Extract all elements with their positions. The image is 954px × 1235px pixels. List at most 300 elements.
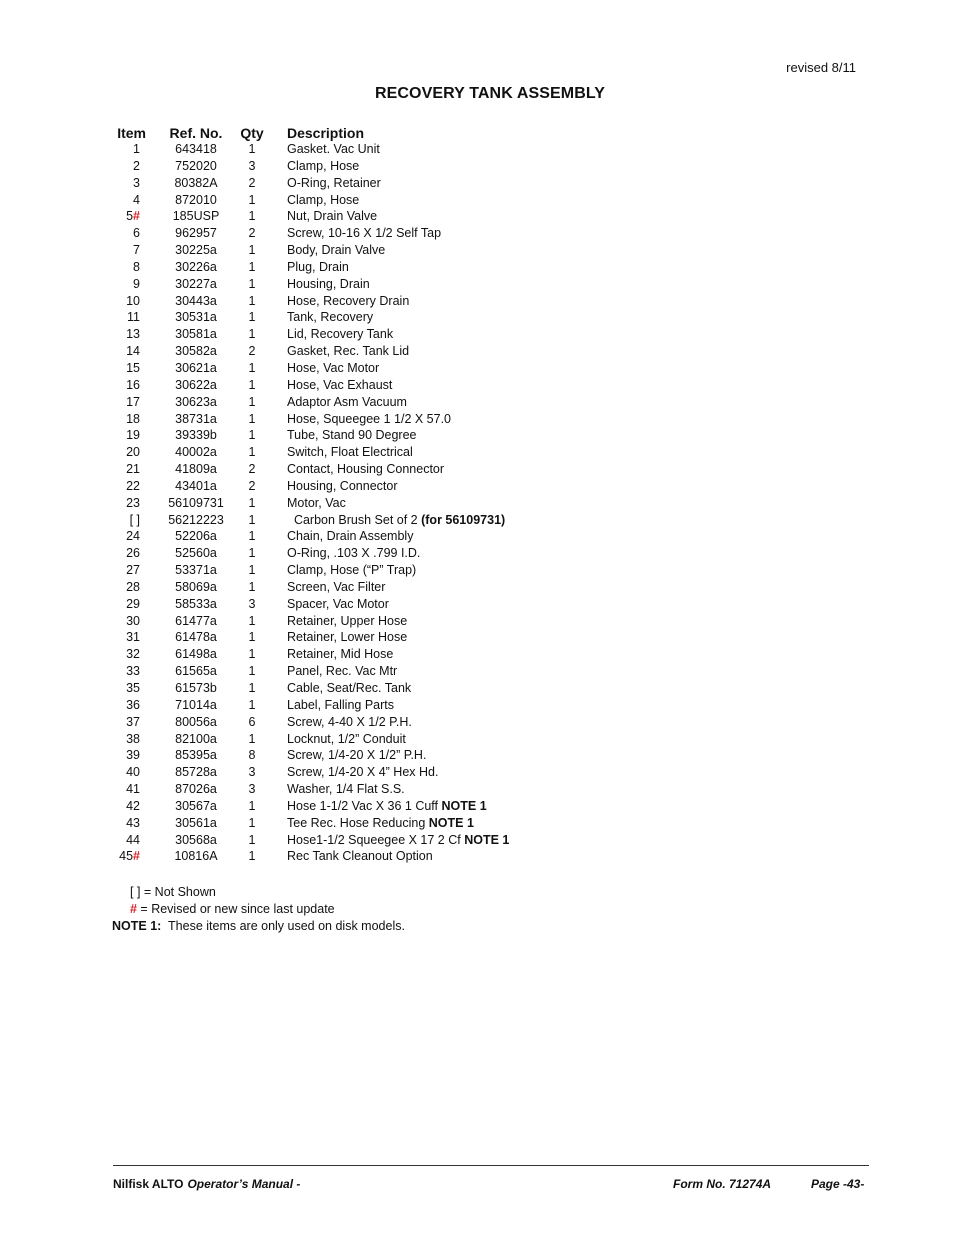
- description: [287, 579, 385, 596]
- item-number: [110, 747, 140, 764]
- description: [287, 242, 385, 259]
- description-text: Washer, 1/4 Flat S.S.: [287, 782, 405, 797]
- description: [287, 411, 451, 428]
- legend: [110, 884, 403, 935]
- ref-number: 185USP: [172, 209, 220, 224]
- revised-mark: #: [133, 849, 140, 864]
- item-number-text: 31: [126, 630, 140, 645]
- quantity: 1: [248, 142, 256, 156]
- quantity: 1: [248, 529, 256, 544]
- item-number: [110, 242, 140, 259]
- ref-number: 61565a: [175, 664, 217, 679]
- table-row: [110, 192, 570, 209]
- quantity: 1: [248, 293, 256, 308]
- quantity: 3: [248, 596, 256, 611]
- ref-number: 53371a: [175, 563, 217, 578]
- description: [287, 427, 417, 444]
- item-number-text: 33: [126, 664, 140, 679]
- table-row: [110, 309, 570, 326]
- item-number: [110, 326, 140, 343]
- column-header-item: Item: [117, 125, 146, 141]
- description-text: Screw, 10-16 X 1/2 Self Tap: [287, 226, 442, 241]
- item-number-text: 20: [126, 445, 140, 460]
- item-number: [110, 175, 140, 192]
- description-text: Housing, Connector: [287, 478, 398, 493]
- quantity: 2: [248, 462, 256, 477]
- item-number: [110, 360, 140, 377]
- item-number-text: 4: [133, 192, 140, 207]
- description-text: Carbon Brush Set of 2: [287, 512, 422, 527]
- description: [287, 781, 405, 798]
- item-number-text: 14: [126, 344, 140, 359]
- item-number-text: 35: [126, 681, 140, 695]
- quantity: 1: [248, 815, 256, 830]
- item-number-text: 7: [133, 243, 140, 258]
- description: [287, 225, 441, 242]
- table-row: [110, 293, 570, 310]
- ref-number: 30443a: [175, 293, 217, 308]
- item-number-text: 43: [126, 815, 140, 830]
- quantity: 1: [248, 664, 256, 679]
- item-number-text: 22: [126, 478, 140, 493]
- quantity: 1: [248, 445, 256, 460]
- footer-brand: Nilfisk ALTO: [113, 1177, 184, 1191]
- description-text: Screw, 1/4-20 X 4” Hex Hd.: [287, 765, 439, 780]
- ref-number: 30567a: [175, 798, 217, 813]
- description-note: NOTE 1: [464, 832, 510, 847]
- description-text: Tube, Stand 90 Degree: [287, 428, 417, 443]
- quantity: 1: [248, 243, 256, 258]
- note-label: NOTE 1:: [112, 919, 162, 933]
- ref-number: 80056a: [175, 714, 217, 729]
- footer-brand-block: [113, 1177, 300, 1191]
- quantity: 1: [248, 495, 256, 510]
- ref-number: 85728a: [175, 765, 217, 780]
- table-row: [110, 680, 570, 697]
- table-row: [110, 528, 570, 545]
- quantity: 1: [248, 310, 256, 325]
- table-row: [110, 259, 570, 276]
- ref-number: 10816A: [174, 849, 218, 864]
- description: [287, 646, 393, 663]
- description: [287, 528, 413, 545]
- description: [287, 360, 379, 377]
- item-number: [110, 646, 140, 663]
- description: [287, 259, 349, 276]
- item-number: [110, 545, 140, 562]
- description-text: Chain, Drain Assembly: [287, 529, 414, 544]
- item-number: [110, 225, 140, 242]
- item-number-text: 29: [126, 596, 140, 611]
- ref-number: 643418: [175, 142, 217, 156]
- item-number-text: 11: [127, 310, 140, 325]
- quantity: 1: [248, 259, 256, 274]
- item-number: [110, 377, 140, 394]
- description: [287, 545, 420, 562]
- quantity: 1: [248, 647, 256, 662]
- description: [287, 478, 397, 495]
- item-number: [110, 411, 140, 428]
- item-number: [110, 629, 140, 646]
- description: [287, 798, 487, 815]
- item-number-text: 41: [126, 782, 140, 797]
- description-text: Spacer, Vac Motor: [287, 596, 389, 611]
- footer-divider: [113, 1165, 869, 1166]
- table-row: [110, 225, 570, 242]
- description-text: Label, Falling Parts: [287, 697, 395, 712]
- parts-table: [110, 124, 570, 865]
- table-row: [110, 512, 570, 529]
- item-number-text: 1: [133, 142, 140, 156]
- item-number-text: 42: [126, 798, 140, 813]
- legend-revised: [130, 901, 423, 918]
- item-number: [110, 731, 140, 748]
- item-number: [110, 579, 140, 596]
- revised-mark: #: [133, 209, 140, 224]
- item-number: [110, 461, 140, 478]
- description-text: Nut, Drain Valve: [287, 209, 378, 224]
- quantity: 1: [248, 512, 256, 527]
- description-note: (for 56109731): [421, 512, 506, 527]
- item-number: [110, 697, 140, 714]
- ref-number: 82100a: [175, 731, 217, 746]
- description: [287, 343, 409, 360]
- table-row: [110, 343, 570, 360]
- table-row: [110, 158, 570, 175]
- quantity: 1: [248, 546, 256, 561]
- page-title: RECOVERY TANK ASSEMBLY: [374, 85, 606, 102]
- ref-number: 30621a: [175, 360, 217, 375]
- table-row: [110, 832, 570, 849]
- quantity: 3: [248, 765, 256, 780]
- item-number: [110, 394, 140, 411]
- description-text: Screw, 4-40 X 1/2 P.H.: [287, 714, 412, 729]
- item-number-text: 16: [126, 377, 140, 392]
- table-row: [110, 208, 570, 225]
- description: [287, 309, 373, 326]
- table-row: [110, 276, 570, 293]
- ref-number: 43401a: [175, 478, 217, 493]
- quantity: 1: [248, 377, 256, 392]
- item-number: [110, 444, 140, 461]
- table-row: [110, 461, 570, 478]
- description: [287, 764, 438, 781]
- quantity: 1: [248, 579, 256, 594]
- description: [287, 175, 381, 192]
- ref-number: 30225a: [175, 243, 217, 258]
- quantity: 1: [248, 731, 256, 746]
- description: [287, 377, 392, 394]
- ref-number: 56212223: [168, 512, 224, 527]
- item-number: [110, 596, 140, 613]
- description: [287, 461, 444, 478]
- ref-number: 30622a: [175, 377, 217, 392]
- ref-number: 30226a: [175, 259, 217, 274]
- item-number-text: 15: [126, 360, 140, 375]
- quantity: 2: [248, 344, 256, 359]
- item-number: [110, 613, 140, 630]
- footer-page-number: Page -43-: [811, 1177, 865, 1191]
- table-row: [110, 714, 570, 731]
- quantity: 1: [248, 192, 256, 207]
- item-number-text: 28: [126, 579, 140, 594]
- description-note: NOTE 1: [441, 798, 487, 813]
- item-number: [110, 528, 140, 545]
- item-number: [110, 309, 140, 326]
- ref-number: 39339b: [175, 428, 217, 443]
- description-text: Screen, Vac Filter: [287, 579, 386, 594]
- ref-number: 61477a: [175, 613, 217, 628]
- ref-number: 41809a: [175, 462, 217, 477]
- description-text: Retainer, Lower Hose: [287, 630, 408, 645]
- description-text: Clamp, Hose: [287, 192, 360, 207]
- description-text: Adaptor Asm Vacuum: [287, 394, 407, 409]
- ref-number: 30227a: [175, 276, 217, 291]
- ref-number: 61573b: [175, 681, 217, 695]
- note-text: These items are only used on disk models.: [161, 919, 405, 933]
- description: [287, 276, 370, 293]
- quantity: 2: [248, 478, 256, 493]
- item-number: [110, 427, 140, 444]
- description-text: Hose, Recovery Drain: [287, 293, 410, 308]
- item-number: [110, 141, 140, 158]
- table-body: [110, 141, 570, 865]
- ref-number: 752020: [175, 158, 217, 173]
- description-text: Screw, 1/4-20 X 1/2” P.H.: [287, 748, 427, 763]
- quantity: 1: [248, 849, 256, 864]
- table-row: [110, 444, 570, 461]
- quantity: 3: [248, 782, 256, 797]
- ref-number: 87026a: [175, 782, 217, 797]
- quantity: 8: [248, 748, 256, 763]
- revision-date: revised 8/11: [786, 60, 856, 75]
- table-row: [110, 545, 570, 562]
- description-text: Hose, Vac Motor: [287, 360, 380, 375]
- legend-revised-text: = Revised or new since last update: [136, 902, 335, 916]
- description-text: Switch, Float Electrical: [287, 445, 413, 460]
- item-number: [110, 512, 140, 529]
- item-number-text: 6: [133, 226, 140, 241]
- description: [287, 731, 406, 748]
- ref-number: 52206a: [175, 529, 217, 544]
- quantity: 1: [248, 411, 256, 426]
- item-number-text: 17: [126, 394, 140, 409]
- table-row: [110, 663, 570, 680]
- item-number: [110, 848, 140, 865]
- description-text: Hose, Vac Exhaust: [287, 377, 393, 392]
- description-text: Cable, Seat/Rec. Tank: [287, 681, 412, 695]
- item-number-text: 38: [126, 731, 140, 746]
- item-number: [110, 680, 140, 697]
- table-row: [110, 478, 570, 495]
- description: [287, 714, 412, 731]
- item-number: [110, 832, 140, 849]
- table-row: [110, 781, 570, 798]
- description-text: Lid, Recovery Tank: [287, 327, 394, 342]
- item-number-text: [ ]: [129, 512, 140, 527]
- description-text: Rec Tank Cleanout Option: [287, 849, 433, 864]
- item-number-text: 23: [126, 495, 140, 510]
- ref-number: 30581a: [175, 327, 217, 342]
- description-text: Gasket, Rec. Tank Lid: [287, 344, 410, 359]
- item-number-text: 30: [126, 613, 140, 628]
- table-row: [110, 242, 570, 259]
- quantity: 1: [248, 327, 256, 342]
- item-number: [110, 815, 140, 832]
- description: [287, 680, 411, 697]
- table-row: [110, 613, 570, 630]
- description: [287, 562, 416, 579]
- quantity: 1: [248, 428, 256, 443]
- table-row: [110, 697, 570, 714]
- description-text: Clamp, Hose (“P” Trap): [287, 563, 417, 578]
- ref-number: 58069a: [175, 579, 217, 594]
- description: [287, 495, 346, 512]
- table-row: [110, 579, 570, 596]
- item-number-text: 40: [126, 765, 140, 780]
- description: [287, 848, 433, 865]
- legend-note: [112, 918, 405, 935]
- table-row: [110, 175, 570, 192]
- item-number-text: 9: [133, 276, 140, 291]
- description-text: Tee Rec. Hose Reducing: [287, 815, 429, 830]
- item-number-text: 19: [126, 428, 140, 443]
- item-number: [110, 276, 140, 293]
- item-number: [110, 714, 140, 731]
- item-number-text: 21: [126, 462, 140, 477]
- table-row: [110, 326, 570, 343]
- quantity: 1: [248, 681, 256, 695]
- table-row: [110, 411, 570, 428]
- description: [287, 697, 394, 714]
- item-number: [110, 259, 140, 276]
- ref-number: 85395a: [175, 748, 217, 763]
- description: [287, 208, 377, 225]
- description-note: NOTE 1: [428, 815, 474, 830]
- table-row: [110, 394, 570, 411]
- ref-number: 30623a: [175, 394, 217, 409]
- item-number: [110, 495, 140, 512]
- item-number-text: 44: [126, 832, 140, 847]
- column-header-description: Description: [287, 125, 365, 141]
- ref-number: 30568a: [175, 832, 217, 847]
- ref-number: 71014a: [175, 697, 217, 712]
- description: [287, 141, 380, 158]
- item-number-text: 10: [126, 293, 140, 308]
- ref-number: 40002a: [175, 445, 217, 460]
- table-row: [110, 141, 570, 158]
- quantity: 1: [248, 209, 256, 224]
- description-text: Contact, Housing Connector: [287, 462, 445, 477]
- item-number: [110, 158, 140, 175]
- quantity: 1: [248, 394, 256, 409]
- description: [287, 192, 359, 209]
- description: [287, 613, 407, 630]
- item-number: [110, 764, 140, 781]
- description-text: Locknut, 1/2” Conduit: [287, 731, 406, 746]
- description: [287, 663, 397, 680]
- item-number: [110, 663, 140, 680]
- description-text: Gasket. Vac Unit: [287, 142, 380, 156]
- description: [287, 293, 409, 310]
- description-text: Motor, Vac: [287, 495, 346, 510]
- description: [287, 596, 389, 613]
- quantity: 2: [248, 175, 256, 190]
- item-number-text: 2: [133, 158, 140, 173]
- quantity: 1: [248, 697, 256, 712]
- table-header: [110, 124, 570, 142]
- item-number-text: 37: [126, 714, 140, 729]
- item-number-text: 5: [126, 209, 134, 224]
- column-header-ref-no: Ref. No.: [169, 125, 223, 141]
- description: [287, 815, 474, 832]
- ref-number: 61478a: [175, 630, 217, 645]
- description-text: Hose1-1/2 Squeegee X 17 2 Cf: [287, 832, 465, 847]
- description: [287, 158, 359, 175]
- item-number: [110, 192, 140, 209]
- quantity: 1: [248, 613, 256, 628]
- table-row: [110, 646, 570, 663]
- description-text: Body, Drain Valve: [287, 243, 386, 258]
- column-header-qty: Qty: [240, 125, 264, 141]
- description-text: O-Ring, .103 X .799 I.D.: [287, 546, 421, 561]
- description-text: Hose 1-1/2 Vac X 36 1 Cuff: [287, 798, 442, 813]
- quantity: 1: [248, 832, 256, 847]
- description-text: Housing, Drain: [287, 276, 370, 291]
- description-text: Tank, Recovery: [287, 310, 374, 325]
- item-number: [110, 293, 140, 310]
- quantity: 1: [248, 630, 256, 645]
- table-row: [110, 747, 570, 764]
- table-row: [110, 798, 570, 815]
- footer-manual: Operator’s Manual -: [187, 1177, 301, 1191]
- item-number: [110, 208, 140, 225]
- revised-mark: #: [130, 902, 137, 916]
- description: [287, 747, 426, 764]
- description: [287, 512, 505, 529]
- ref-number: 38731a: [175, 411, 217, 426]
- quantity: 6: [248, 714, 256, 729]
- table-row: [110, 629, 570, 646]
- description-text: Hose, Squeegee 1 1/2 X 57.0: [287, 411, 452, 426]
- ref-number: 30531a: [175, 310, 217, 325]
- item-number-text: 8: [133, 259, 140, 274]
- table-row: [110, 562, 570, 579]
- quantity: 1: [248, 563, 256, 578]
- ref-number: 56109731: [168, 495, 224, 510]
- table-row: [110, 848, 570, 865]
- quantity: 3: [248, 158, 256, 173]
- table-row: [110, 764, 570, 781]
- table-row: [110, 427, 570, 444]
- footer-form-number: Form No. 71274A: [673, 1177, 772, 1191]
- description-text: Clamp, Hose: [287, 158, 360, 173]
- table-row: [110, 596, 570, 613]
- item-number-text: 13: [126, 327, 140, 342]
- item-number-text: 24: [126, 529, 140, 544]
- ref-number: 30582a: [175, 344, 217, 359]
- description-text: O-Ring, Retainer: [287, 175, 381, 190]
- ref-number: 58533a: [175, 596, 217, 611]
- table-row: [110, 377, 570, 394]
- ref-number: 61498a: [175, 647, 217, 662]
- item-number-text: 36: [126, 697, 140, 712]
- item-number-text: 32: [126, 647, 140, 662]
- ref-number: 80382A: [174, 175, 218, 190]
- item-number: [110, 781, 140, 798]
- quantity: 1: [248, 276, 256, 291]
- quantity: 1: [248, 360, 256, 375]
